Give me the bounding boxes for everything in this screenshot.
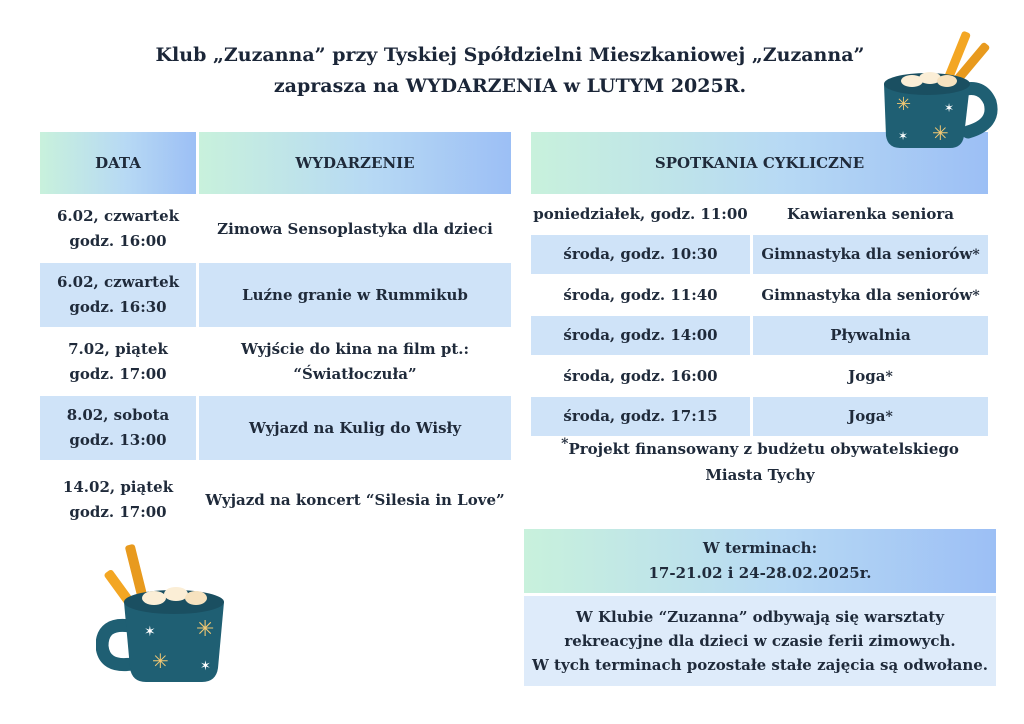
asterisk: * (561, 436, 569, 452)
event-date: 6.02, czwartek (56, 273, 180, 291)
event-date: 7.02, piątek (68, 339, 168, 358)
title-line-1: Klub „Zuzanna” przy Tyskiej Spółdzielni Mieszkaniowej „Zuzanna” (155, 44, 865, 66)
meeting-name: Gimnastyka dla seniorów (761, 286, 973, 304)
svg-text:✳: ✳ (896, 94, 912, 115)
hot-chocolate-mug-icon (874, 28, 1004, 156)
meeting-when: poniedziałek, godz. 11:00 (533, 205, 748, 223)
event-date: 6.02, czwartek (56, 207, 180, 225)
event-name: Wyjście do kina na film pt.: (240, 339, 470, 358)
cyclic-meetings-header: SPOTKANIA CYKLICZNE (531, 132, 988, 194)
meeting-what (753, 316, 988, 355)
event-date-cell (40, 396, 196, 460)
meeting-name: Kawiarenka seniora (787, 205, 954, 223)
page-title (110, 40, 910, 102)
title-line-2: zaprasza na WYDARZENIA w LUTYM 2025R. (273, 75, 747, 97)
event-name-cell (199, 263, 511, 327)
meeting-when: środa, godz. 11:40 (563, 286, 718, 304)
event-date-cell (40, 198, 196, 260)
event-date-cell (40, 263, 196, 327)
hot-chocolate-mug-icon (96, 540, 246, 690)
event-name-cell (199, 468, 511, 532)
event-time: godz. 17:00 (69, 364, 167, 383)
event-name-line-2: “Światłoczuła” (293, 364, 417, 383)
svg-text:✶: ✶ (898, 129, 909, 143)
column-header-event: WYDARZENIE (199, 132, 511, 194)
svg-text:✶: ✶ (944, 101, 955, 115)
event-name: Zimowa Sensoplastyka dla dzieci (217, 219, 493, 238)
meeting-what: Gimnastyka dla seniorów * (753, 235, 988, 274)
event-date-cell (40, 330, 196, 393)
winter-dates-header (524, 529, 996, 593)
meeting-what (753, 195, 988, 234)
winter-dates-value: 17-21.02 i 24-28.02.2025r. (648, 564, 872, 582)
event-name: Wyjazd na koncert “Silesia in Love” (205, 490, 505, 509)
meeting-what: Joga * (753, 397, 988, 436)
meeting-when: środa, godz. 16:00 (563, 367, 718, 385)
winter-info-line-3: W tych terminach pozostałe stałe zajęcia są odwołane. (531, 656, 989, 674)
svg-text:✳: ✳ (196, 617, 215, 642)
meeting-when: środa, godz. 17:15 (563, 407, 718, 425)
event-name: Wyjazd na Kulig do Wisły (248, 418, 462, 437)
event-date: 8.02, sobota (66, 406, 170, 424)
event-name-cell (199, 198, 511, 260)
meeting-what: Gimnastyka dla seniorów * (753, 276, 988, 315)
funding-note (532, 436, 988, 488)
column-header-date: DATA (40, 132, 196, 194)
funding-note-line-1: Projekt finansowany z budżetu obywatelskiego (568, 440, 959, 458)
event-name-cell (199, 330, 511, 393)
meeting-when: środa, godz. 14:00 (563, 326, 718, 344)
event-name: Luźne granie w Rummikub (242, 285, 468, 304)
event-time: godz. 17:00 (69, 503, 167, 521)
svg-text:✳: ✳ (932, 121, 949, 145)
winter-dates-label: W terminach: (702, 539, 818, 557)
funding-note-line-2: Miasta Tychy (705, 466, 815, 484)
winter-info-line-2: rekreacyjne dla dzieci w czasie ferii zimowych. (564, 632, 956, 650)
meeting-name: Joga (848, 367, 886, 385)
svg-text:✶: ✶ (144, 624, 156, 640)
meeting-name: Gimnastyka dla seniorów (761, 245, 973, 263)
winter-info (524, 596, 996, 686)
svg-text:✳: ✳ (152, 649, 169, 673)
winter-info-line-1: W Klubie “Zuzanna” odbywają się warsztaty (575, 608, 945, 626)
event-time: godz. 13:00 (69, 431, 167, 449)
svg-text:✶: ✶ (200, 659, 211, 674)
meeting-name: Pływalnia (830, 326, 911, 344)
event-time: godz. 16:30 (69, 298, 167, 316)
event-date: 14.02, piątek (62, 478, 174, 496)
meeting-when: środa, godz. 10:30 (563, 245, 718, 263)
meeting-what: Joga * (753, 357, 988, 396)
meeting-name: Joga (848, 407, 886, 425)
event-date-cell (40, 468, 196, 532)
event-name-cell (199, 396, 511, 460)
event-time: godz. 16:00 (69, 232, 167, 250)
